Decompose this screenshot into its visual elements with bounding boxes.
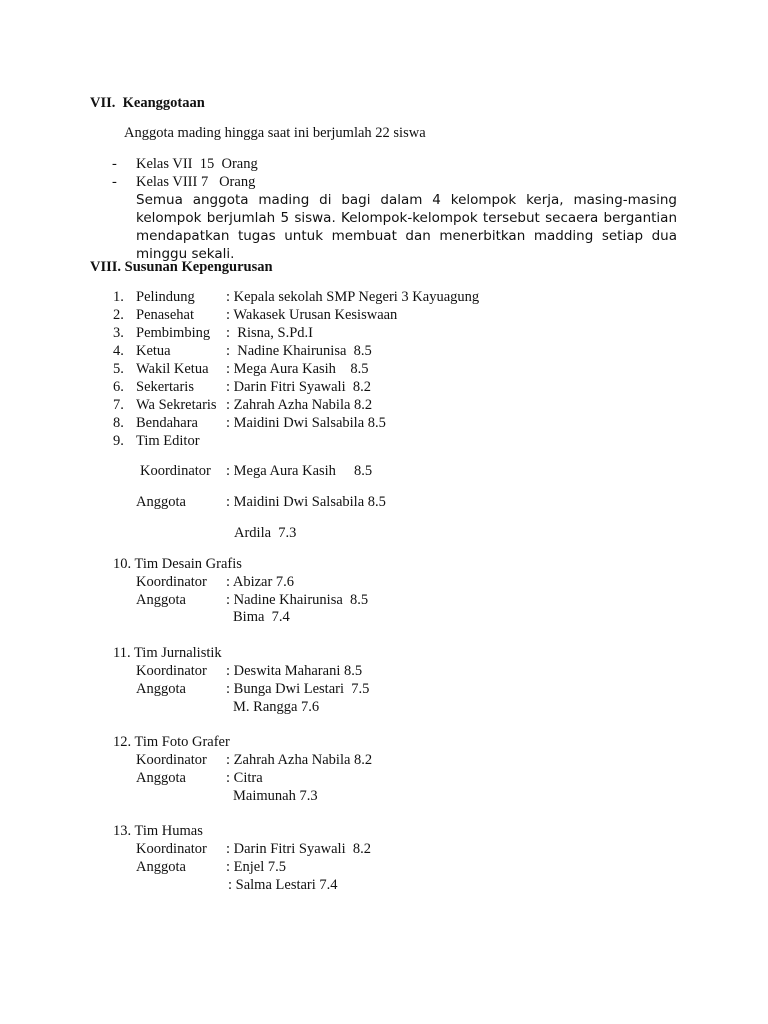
role-label: Penasehat <box>136 307 194 323</box>
role-label: Bendahara <box>136 415 198 431</box>
role-value: : Maidini Dwi Salsabila 8.5 <box>226 415 386 431</box>
anggota-value: : Maidini Dwi Salsabila 8.5 <box>226 494 386 510</box>
anggota-label: Anggota <box>136 494 186 510</box>
bullet-text-kelas-viii: Kelas VIII 7 Orang <box>136 174 256 190</box>
role-label: Wa Sekretaris <box>136 397 217 413</box>
anggota-extra: M. Rangga 7.6 <box>233 699 320 715</box>
team-title: 10. Tim Desain Grafis <box>113 556 242 572</box>
koordinator-value: : Zahrah Azha Nabila 8.2 <box>226 752 373 768</box>
role-number: 1. <box>113 289 124 305</box>
koordinator-value: : Mega Aura Kasih 8.5 <box>226 463 373 479</box>
role-number: 4. <box>113 343 124 359</box>
anggota-value: : Citra <box>226 770 263 786</box>
koordinator-value: : Darin Fitri Syawali 8.2 <box>226 841 371 857</box>
koordinator-label: Koordinator <box>136 752 207 768</box>
anggota-label: Anggota <box>136 859 186 875</box>
role-number: 5. <box>113 361 124 377</box>
anggota-extra: Bima 7.4 <box>233 609 290 625</box>
role-value: : Nadine Khairunisa 8.5 <box>226 343 372 359</box>
anggota-value: : Bunga Dwi Lestari 7.5 <box>226 681 370 697</box>
anggota-value: : Nadine Khairunisa 8.5 <box>226 592 369 608</box>
role-number: 8. <box>113 415 124 431</box>
role-label: Wakil Ketua <box>136 361 209 377</box>
bullet-text-kelas-vii: Kelas VII 15 Orang <box>136 156 258 172</box>
role-value: : Wakasek Urusan Kesiswaan <box>226 307 398 323</box>
role-value: : Zahrah Azha Nabila 8.2 <box>226 397 373 413</box>
koordinator-label: Koordinator <box>140 463 211 479</box>
koordinator-value: : Abizar 7.6 <box>226 574 295 590</box>
section-heading-susunan-kepengurusan: VIII. Susunan Kepengurusan <box>90 259 273 275</box>
role-value: : Darin Fitri Syawali 8.2 <box>226 379 371 395</box>
description-paragraph: Semua anggota mading di bagi dalam 4 kelompok kerja, masing-masing kelompok berjumlah 5 siswa. Kelompok-kelompok tersebut secaera bergantian mendapatkan tugas untuk membuat dan menerbitkan madding setiap dua minggu sekali. <box>136 192 677 262</box>
anggota-label: Anggota <box>136 592 186 608</box>
koordinator-label: Koordinator <box>136 663 207 679</box>
role-value: : Mega Aura Kasih 8.5 <box>226 361 369 377</box>
role-number: 6. <box>113 379 124 395</box>
intro-text: Anggota mading hingga saat ini berjumlah 22 siswa <box>124 125 426 141</box>
role-label: Tim Editor <box>136 433 200 449</box>
team-title: 13. Tim Humas <box>113 823 203 839</box>
koordinator-value: : Deswita Maharani 8.5 <box>226 663 363 679</box>
bullet-dash: - <box>112 156 117 172</box>
role-label: Sekertaris <box>136 379 194 395</box>
koordinator-label: Koordinator <box>136 841 207 857</box>
role-label: Pelindung <box>136 289 195 305</box>
role-number: 3. <box>113 325 124 341</box>
anggota-extra: : Salma Lestari 7.4 <box>228 877 338 893</box>
anggota-value: : Enjel 7.5 <box>226 859 287 875</box>
section-heading-keanggotaan: VII. Keanggotaan <box>90 95 205 111</box>
role-number: 2. <box>113 307 124 323</box>
bullet-dash: - <box>112 174 117 190</box>
role-value: : Risna, S.Pd.I <box>226 325 314 341</box>
anggota-extra: Ardila 7.3 <box>234 525 297 541</box>
koordinator-label: Koordinator <box>136 574 207 590</box>
role-value: : Kepala sekolah SMP Negeri 3 Kayuagung <box>226 289 480 305</box>
role-label: Ketua <box>136 343 171 359</box>
anggota-extra: Maimunah 7.3 <box>233 788 318 804</box>
role-number: 7. <box>113 397 124 413</box>
anggota-label: Anggota <box>136 681 186 697</box>
team-title: 11. Tim Jurnalistik <box>113 645 222 661</box>
team-title: 12. Tim Foto Grafer <box>113 734 230 750</box>
role-label: Pembimbing <box>136 325 211 341</box>
role-number: 9. <box>113 433 124 449</box>
anggota-label: Anggota <box>136 770 186 786</box>
